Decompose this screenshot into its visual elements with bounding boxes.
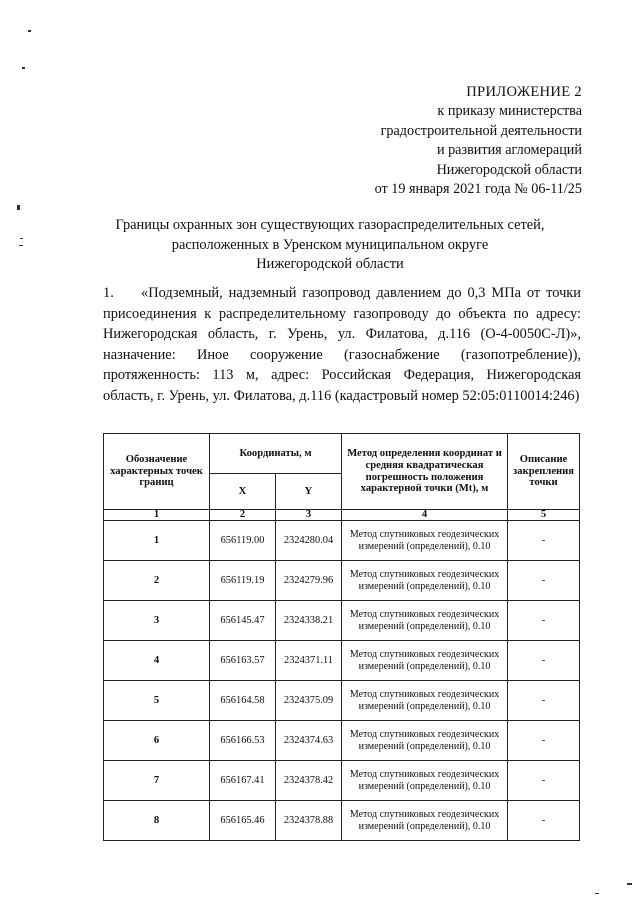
table-row [104,521,580,561]
table-row [104,641,580,681]
column-number: 2 [210,510,276,521]
cell-description: - [508,561,580,601]
cell-description: - [508,681,580,721]
cell-method: Метод спутниковых геодезических измерений (определений), 0.10 [342,561,508,601]
cell-point: 4 [104,641,210,681]
scan-speck [19,245,23,246]
scan-speck [22,67,25,69]
cell-description: - [508,641,580,681]
header-method: Метод определения координат и средняя квадратическая погрешность положения характерной точки (Mt), м [342,434,508,510]
cell-y: 2324378.88 [276,801,342,841]
annex-title: ПРИЛОЖЕНИЕ 2 [466,84,582,100]
annex-line: от 19 января 2021 года № 06-11/25 [374,181,582,198]
cell-y: 2324374.63 [276,721,342,761]
annex-line: к приказу министерства [437,103,582,120]
cell-method: Метод спутниковых геодезических измерений (определений), 0.10 [342,801,508,841]
cell-description: - [508,801,580,841]
cell-x: 656166.53 [210,721,276,761]
column-number: 1 [104,510,210,521]
title-line: Нижегородской области [256,256,404,273]
scan-speck [28,30,31,32]
cell-y: 2324378.42 [276,761,342,801]
cell-y: 2324375.09 [276,681,342,721]
cell-method: Метод спутниковых геодезических измерений (определений), 0.10 [342,761,508,801]
cell-y: 2324371.11 [276,641,342,681]
annex-header [322,83,582,199]
cell-method: Метод спутниковых геодезических измерений (определений), 0.10 [342,601,508,641]
title-line: расположенных в Уренском муниципальном округе [171,236,489,253]
object-number: 1. [103,285,114,301]
cell-x: 656164.58 [210,681,276,721]
table-header-row [104,434,580,474]
cell-y: 2324280.04 [276,521,342,561]
cell-x: 656163.57 [210,641,276,681]
cell-method: Метод спутниковых геодезических измерений (определений), 0.10 [342,681,508,721]
cell-point: 3 [104,601,210,641]
header-y: Y [276,474,342,510]
header-coords: Координаты, м [210,434,342,474]
annex-line: и развития агломераций [436,142,582,159]
table-row [104,681,580,721]
table-row [104,601,580,641]
cell-x: 656119.19 [210,561,276,601]
cell-method: Метод спутниковых геодезических измерений (определений), 0.10 [342,521,508,561]
object-description [103,283,581,407]
title-line: Границы охранных зон существующих газораспределительных сетей, [115,217,545,233]
cell-x: 656165.46 [210,801,276,841]
annex-line: градостроительной деятельности [380,122,582,139]
table-row [104,721,580,761]
cell-x: 656119.00 [210,521,276,561]
cell-x: 656145.47 [210,601,276,641]
scan-speck [627,883,632,885]
table-row [104,801,580,841]
cell-description: - [508,521,580,561]
cell-method: Метод спутниковых геодезических измерений (определений), 0.10 [342,721,508,761]
scan-speck [595,893,599,894]
cell-y: 2324279.96 [276,561,342,601]
object-text: «Подземный, надземный газопровод давлением до 0,3 МПа от точки присоединения к распределительному газопроводу до объекта по адресу: Нижегородская область, г. Урень, ул. Филатова, д.116 (О-4-0050С-Л)», назначение: Иное сооружение (газоснабжение (газопотребление)), протяженность: 113 м, адрес: Российская Федерация, Нижегородская область, г. Урень, ул. Филатова, д.116 (кадастровый номер 52:05:0110014:246) [103,285,581,404]
column-numbers-row [104,510,580,521]
cell-point: 5 [104,681,210,721]
table-row [104,561,580,601]
column-number: 5 [508,510,580,521]
header-description: Описание закрепления точки [508,434,580,510]
cell-y: 2324338.21 [276,601,342,641]
cell-point: 8 [104,801,210,841]
scan-speck [17,205,20,210]
cell-description: - [508,721,580,761]
cell-description: - [508,761,580,801]
column-number: 4 [342,510,508,521]
header-x: X [210,474,276,510]
cell-point: 7 [104,761,210,801]
table-row [104,761,580,801]
coordinates-table [103,433,580,841]
cell-method: Метод спутниковых геодезических измерений (определений), 0.10 [342,641,508,681]
cell-description: - [508,601,580,641]
document-title [90,216,570,275]
scan-speck [20,238,23,239]
cell-x: 656167.41 [210,761,276,801]
cell-point: 6 [104,721,210,761]
cell-point: 2 [104,561,210,601]
annex-line: Нижегородской области [436,161,582,178]
column-number: 3 [276,510,342,521]
header-point: Обозначение характерных точек границ [104,434,210,510]
cell-point: 1 [104,521,210,561]
